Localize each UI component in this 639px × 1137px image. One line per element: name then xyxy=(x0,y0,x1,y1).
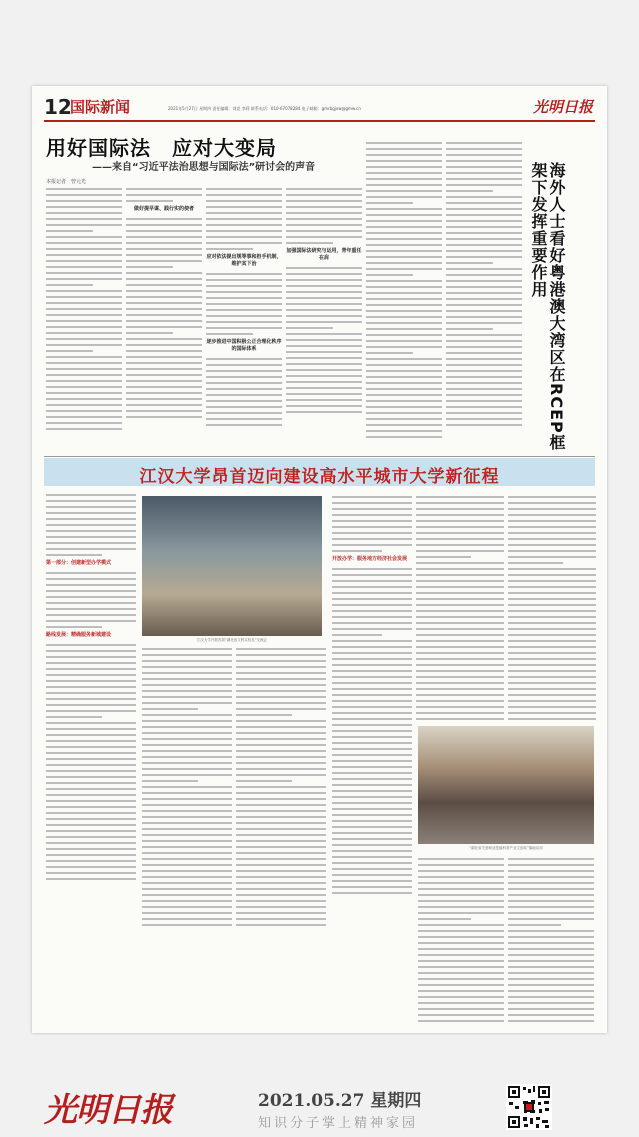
article-column xyxy=(46,188,122,450)
event-photo xyxy=(142,496,322,636)
article-subtitle: ——来自“习近平法治思想与国际法”研讨会的声音 xyxy=(92,162,316,173)
footer-logo: 光明日报 xyxy=(44,1090,172,1129)
photo-caption: 江汉大学开展首届“湖北省文科实验室”交流会 xyxy=(196,638,268,642)
footer-date: 2021.05.27 星期四 xyxy=(258,1091,422,1111)
article2-column xyxy=(418,858,504,1024)
article2-title: 江汉大学昂首迈向建设高水平城市大学新征程 xyxy=(139,467,500,487)
header-brand: 光明日报 xyxy=(532,98,593,116)
section-title: 国际新闻 xyxy=(70,98,131,116)
article-subheading: 应对依法提出规等事和担手机制，维护其下治 xyxy=(206,254,282,267)
article2-title-band xyxy=(44,458,595,486)
article-subheading: 逐步推进中国积极公正合理化秩序的国际体系 xyxy=(206,339,282,352)
article2-subheading: 第一部分：创建新型办学模式 xyxy=(46,560,112,566)
article-subheading: 做好提早谋、践行实的使者 xyxy=(133,206,194,212)
footer-slogan: 知识分子掌上精神家园 xyxy=(258,1116,419,1131)
article2-column xyxy=(236,648,326,1024)
page-number: 12 xyxy=(44,95,72,119)
article2-column xyxy=(142,648,232,1024)
side-article-title: 海外人士看好粤港澳大湾区在RCEP框架下发挥重要作用 xyxy=(529,162,566,451)
newspaper-page xyxy=(32,86,607,1033)
ceremony-photo xyxy=(418,726,594,844)
side-article-column xyxy=(366,142,442,450)
article2-column xyxy=(508,496,596,724)
photo2-caption: “湖北省关爱职业技能科普产业文创站”落地启用 xyxy=(469,846,543,850)
side-article-column xyxy=(446,142,522,450)
article-column xyxy=(126,188,202,450)
article2-subheading: 开放办学：服务地方经济社会发展 xyxy=(332,556,408,562)
article2-column xyxy=(46,494,136,1024)
article2-column xyxy=(508,858,594,1024)
article2-subheading: 路线发展：精确服务新城建设 xyxy=(46,632,112,638)
article-column xyxy=(286,188,362,450)
article2-column xyxy=(416,496,504,724)
article-title: 用好国际法 应对大变局 xyxy=(46,136,277,160)
article-column xyxy=(206,188,282,450)
section-divider xyxy=(44,456,595,457)
header-meta: 2021年5月27日 星期四 责任编辑：刘竞 李莉 联系电话：010-67078284 电子邮箱：gmrbgjxw@gmw.cn xyxy=(168,106,361,111)
qr-code-icon[interactable] xyxy=(506,1084,552,1130)
article-subheading: 加强国际法研究与运用，青年重任在肩 xyxy=(286,248,362,261)
page-header xyxy=(44,96,595,122)
article2-column xyxy=(332,496,412,1024)
article-byline: 本报记者 曾元光 xyxy=(46,179,87,185)
